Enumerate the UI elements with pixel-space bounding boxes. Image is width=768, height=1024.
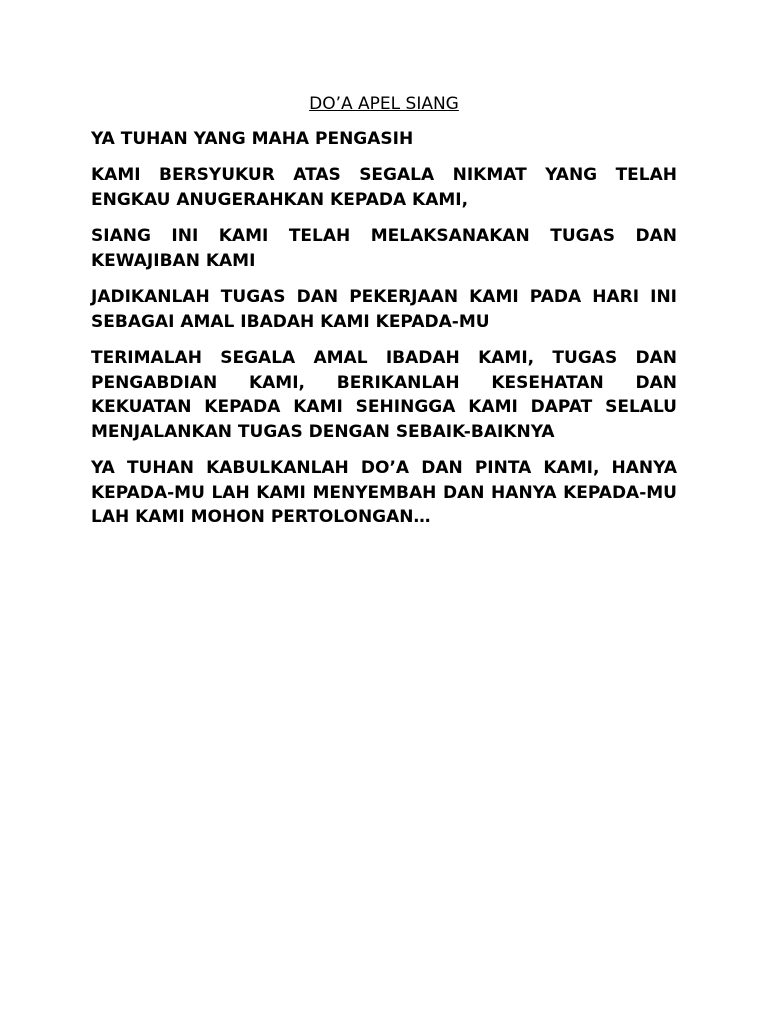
paragraph-1: YA TUHAN YANG MAHA PENGASIH xyxy=(91,128,414,149)
paragraph-4: JADIKANLAH TUGAS DAN PEKERJAAN KAMI PADA HARI INI SEBAGAI AMAL IBADAH KAMI KEPADA-MU xyxy=(91,287,677,332)
paragraph-5: TERIMALAH SEGALA AMAL IBADAH KAMI, TUGAS DAN PENGABDIAN KAMI, BERIKANLAH KESEHATAN DAN KEKUATAN KEPADA KAMI SEHINGGA KAMI DAPAT SELALU MENJALANKAN TUGAS DENGAN SEBAIK-BAIKNYA xyxy=(91,348,677,442)
paragraph-3: SIANG INI KAMI TELAH MELAKSANAKAN TUGAS DAN KEWAJIBAN KAMI xyxy=(91,226,677,271)
document-title: DO’A APEL SIANG xyxy=(309,94,459,114)
paragraph-2: KAMI BERSYUKUR ATAS SEGALA NIKMAT YANG TELAH ENGKAU ANUGERAHKAN KEPADA KAMI, xyxy=(91,165,677,210)
document-page xyxy=(91,92,677,542)
paragraph-6: YA TUHAN KABULKANLAH DO’A DAN PINTA KAMI, HANYA KEPADA-MU LAH KAMI MENYEMBAH DAN HANYA KEPADA-MU LAH KAMI MOHON PERTOLONGAN… xyxy=(91,458,677,527)
